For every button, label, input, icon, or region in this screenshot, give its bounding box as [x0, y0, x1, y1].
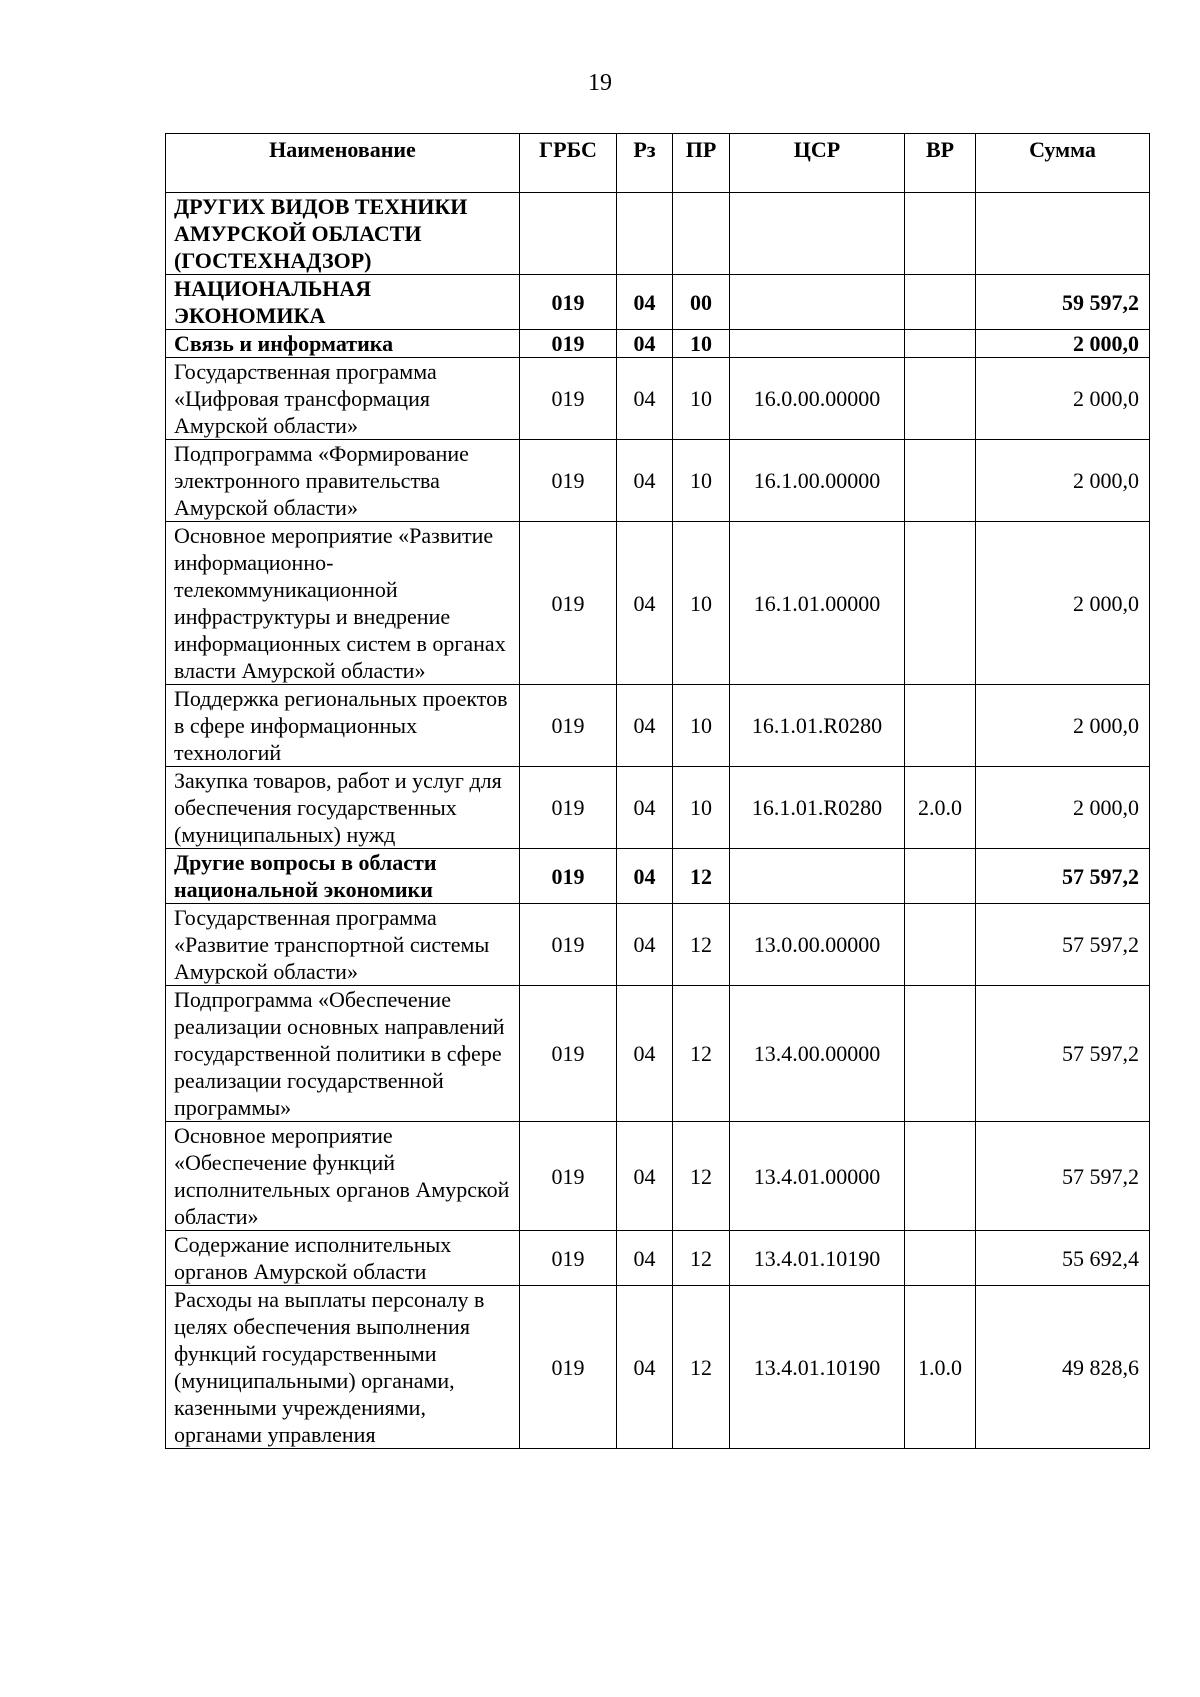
cell-rz: 04	[617, 440, 673, 522]
cell-rz: 04	[617, 1231, 673, 1286]
cell-rz: 04	[617, 522, 673, 685]
cell-rz	[617, 193, 673, 275]
table-row	[166, 986, 1150, 1122]
table-body	[166, 193, 1150, 1449]
table-row	[166, 330, 1150, 358]
table-row	[166, 440, 1150, 522]
cell-csr: 13.4.01.10190	[730, 1231, 905, 1286]
cell-name: Закупка товаров, работ и услуг для обеспечения государственных (муниципальных) нужд	[166, 767, 520, 849]
cell-sum: 2 000,0	[976, 330, 1150, 358]
cell-sum: 2 000,0	[976, 358, 1150, 440]
cell-rz: 04	[617, 1286, 673, 1449]
table-row	[166, 1122, 1150, 1231]
cell-name: Государственная программа «Цифровая трансформация Амурской области»	[166, 358, 520, 440]
cell-pr: 10	[673, 522, 730, 685]
cell-grbs: 019	[520, 275, 617, 330]
cell-grbs: 019	[520, 904, 617, 986]
table-row	[166, 275, 1150, 330]
cell-name: Поддержка региональных проектов в сфере информационных технологий	[166, 685, 520, 767]
cell-grbs: 019	[520, 330, 617, 358]
cell-name: Расходы на выплаты персоналу в целях обеспечения выполнения функций государственными (муниципальными) органами, казенными учреждениями, органами управления	[166, 1286, 520, 1449]
cell-sum: 2 000,0	[976, 685, 1150, 767]
cell-pr: 12	[673, 849, 730, 904]
cell-grbs: 019	[520, 685, 617, 767]
cell-name: Другие вопросы в области национальной экономики	[166, 849, 520, 904]
cell-pr: 12	[673, 1286, 730, 1449]
cell-pr: 10	[673, 358, 730, 440]
cell-csr: 16.1.01.R0280	[730, 685, 905, 767]
cell-csr: 13.0.00.00000	[730, 904, 905, 986]
cell-grbs: 019	[520, 1231, 617, 1286]
cell-rz: 04	[617, 330, 673, 358]
table-row	[166, 358, 1150, 440]
header-rz: Рз	[617, 134, 673, 193]
table-row	[166, 1286, 1150, 1449]
cell-name: Содержание исполнительных органов Амурской области	[166, 1231, 520, 1286]
cell-rz: 04	[617, 1122, 673, 1231]
cell-name: Подпрограмма «Обеспечение реализации основных направлений государственной политики в сфере реализации государственной программы»	[166, 986, 520, 1122]
cell-grbs: 019	[520, 1286, 617, 1449]
header-grbs: ГРБС	[520, 134, 617, 193]
cell-rz: 04	[617, 986, 673, 1122]
table-row	[166, 904, 1150, 986]
table-row	[166, 849, 1150, 904]
cell-vr	[905, 849, 976, 904]
cell-grbs	[520, 193, 617, 275]
table-row	[166, 1231, 1150, 1286]
cell-name: Подпрограмма «Формирование электронного правительства Амурской области»	[166, 440, 520, 522]
cell-pr: 10	[673, 330, 730, 358]
cell-pr: 12	[673, 904, 730, 986]
cell-pr: 10	[673, 767, 730, 849]
cell-rz: 04	[617, 358, 673, 440]
cell-rz: 04	[617, 849, 673, 904]
cell-vr	[905, 522, 976, 685]
cell-csr	[730, 193, 905, 275]
cell-grbs: 019	[520, 1122, 617, 1231]
cell-sum: 55 692,4	[976, 1231, 1150, 1286]
header-csr: ЦСР	[730, 134, 905, 193]
budget-table	[165, 133, 1150, 1449]
cell-vr: 2.0.0	[905, 767, 976, 849]
cell-sum: 57 597,2	[976, 986, 1150, 1122]
cell-csr: 16.1.01.R0280	[730, 767, 905, 849]
cell-sum: 2 000,0	[976, 440, 1150, 522]
table-row	[166, 685, 1150, 767]
header-pr: ПР	[673, 134, 730, 193]
cell-sum: 2 000,0	[976, 522, 1150, 685]
cell-sum: 59 597,2	[976, 275, 1150, 330]
cell-csr: 16.1.00.00000	[730, 440, 905, 522]
cell-pr: 10	[673, 440, 730, 522]
table-row	[166, 522, 1150, 685]
page-number: 19	[588, 70, 612, 96]
cell-name: НАЦИОНАЛЬНАЯ ЭКОНОМИКА	[166, 275, 520, 330]
cell-sum: 57 597,2	[976, 849, 1150, 904]
cell-rz: 04	[617, 685, 673, 767]
cell-vr	[905, 1231, 976, 1286]
cell-vr	[905, 193, 976, 275]
cell-name: Основное мероприятие «Развитие информационно-телекоммуникационной инфраструктуры и внедрение информационных систем в органах власти Амурской области»	[166, 522, 520, 685]
cell-name: Государственная программа «Развитие транспортной системы Амурской области»	[166, 904, 520, 986]
cell-sum: 2 000,0	[976, 767, 1150, 849]
cell-vr	[905, 330, 976, 358]
cell-pr: 12	[673, 1231, 730, 1286]
cell-csr	[730, 849, 905, 904]
cell-name: ДРУГИХ ВИДОВ ТЕХНИКИ АМУРСКОЙ ОБЛАСТИ (ГОСТЕХНАДЗОР)	[166, 193, 520, 275]
cell-vr	[905, 440, 976, 522]
cell-pr: 12	[673, 986, 730, 1122]
cell-vr	[905, 986, 976, 1122]
cell-vr	[905, 685, 976, 767]
cell-name: Основное мероприятие «Обеспечение функций исполнительных органов Амурской области»	[166, 1122, 520, 1231]
cell-grbs: 019	[520, 849, 617, 904]
table-row	[166, 767, 1150, 849]
cell-vr	[905, 358, 976, 440]
cell-rz: 04	[617, 767, 673, 849]
cell-grbs: 019	[520, 522, 617, 685]
table-header-row	[166, 134, 1150, 193]
cell-csr: 16.0.00.00000	[730, 358, 905, 440]
cell-rz: 04	[617, 904, 673, 986]
cell-vr	[905, 275, 976, 330]
cell-csr	[730, 330, 905, 358]
cell-vr: 1.0.0	[905, 1286, 976, 1449]
cell-pr: 12	[673, 1122, 730, 1231]
cell-grbs: 019	[520, 440, 617, 522]
cell-grbs: 019	[520, 986, 617, 1122]
cell-vr	[905, 1122, 976, 1231]
cell-csr: 16.1.01.00000	[730, 522, 905, 685]
header-sum: Сумма	[976, 134, 1150, 193]
cell-csr: 13.4.00.00000	[730, 986, 905, 1122]
cell-sum	[976, 193, 1150, 275]
header-vr: ВР	[905, 134, 976, 193]
cell-sum: 49 828,6	[976, 1286, 1150, 1449]
cell-name: Связь и информатика	[166, 330, 520, 358]
cell-pr	[673, 193, 730, 275]
cell-csr: 13.4.01.10190	[730, 1286, 905, 1449]
cell-grbs: 019	[520, 767, 617, 849]
table-row	[166, 193, 1150, 275]
cell-csr	[730, 275, 905, 330]
cell-pr: 10	[673, 685, 730, 767]
cell-vr	[905, 904, 976, 986]
cell-sum: 57 597,2	[976, 904, 1150, 986]
cell-rz: 04	[617, 275, 673, 330]
header-name: Наименование	[166, 134, 520, 193]
cell-pr: 00	[673, 275, 730, 330]
cell-sum: 57 597,2	[976, 1122, 1150, 1231]
cell-csr: 13.4.01.00000	[730, 1122, 905, 1231]
cell-grbs: 019	[520, 358, 617, 440]
